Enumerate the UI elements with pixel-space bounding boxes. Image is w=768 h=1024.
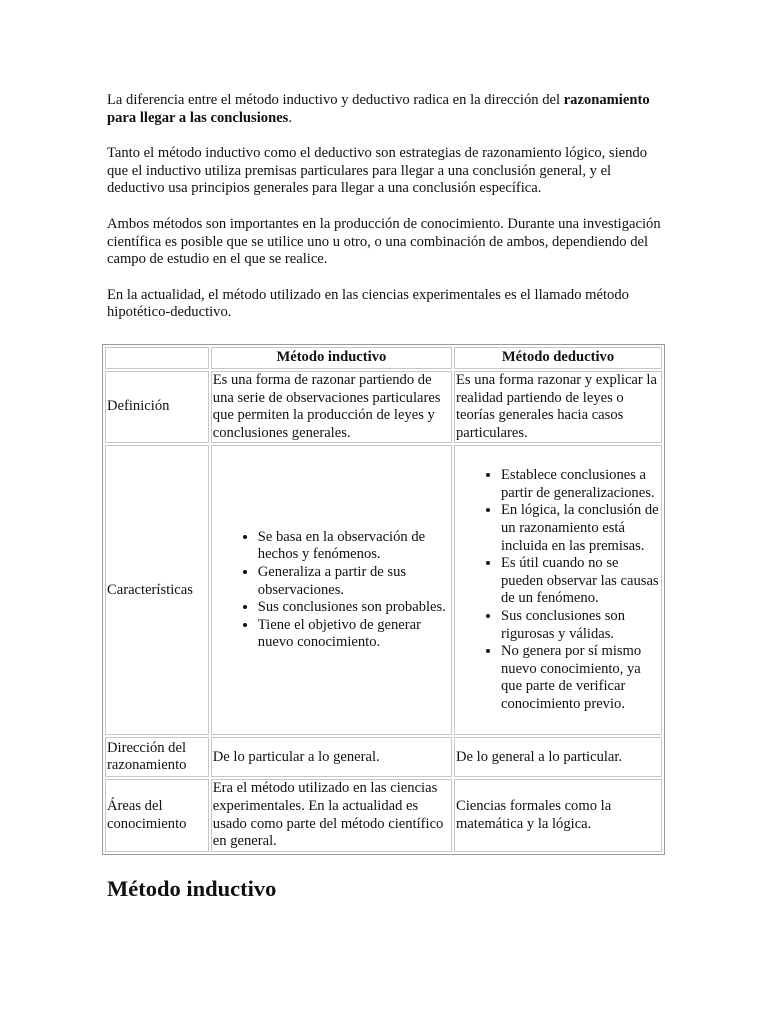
list-item: • Se basa en la observación de hechos y fenómenos.	[258, 529, 450, 564]
list-item: • Tiene el objetivo de generar nuevo conocimiento.	[258, 617, 450, 652]
section-heading-metodo-inductivo: Método inductivo	[107, 876, 277, 901]
comparison-table	[102, 344, 665, 855]
cell-direccion-deductivo: De lo general a lo particular.	[454, 737, 662, 777]
table-header-row	[105, 347, 662, 369]
table-header-inductivo: Método inductivo	[211, 347, 452, 369]
list-item: • Establece conclusiones a partir de generalizaciones.	[501, 467, 660, 502]
table-header-deductivo: Método deductivo	[454, 347, 662, 369]
table-header-empty	[105, 347, 209, 369]
list-item: • Sus conclusiones son rigurosas y válidas.	[501, 608, 660, 643]
cell-definicion-deductivo: Es una forma razonar y explicar la realidad partiendo de leyes o teorías generales hacia casos particulares.	[454, 371, 662, 443]
cell-definicion-inductivo: Es una forma de razonar partiendo de una serie de observaciones particulares que permiten la producción de leyes y conclusiones generales.	[211, 371, 452, 443]
intro-paragraph-3: Ambos métodos son importantes en la producción de conocimiento. Durante una investigación científica es posible que se utilice uno u otro, o una combinación de ambos, dependiendo del campo de estudio en el que se realice.	[107, 215, 661, 268]
intro-paragraph-4: En la actualidad, el método utilizado en las ciencias experimentales es el llamado método hipotético-deductivo.	[107, 286, 629, 321]
table-row-definicion	[105, 371, 662, 443]
list-item: • Generaliza a partir de sus observaciones.	[258, 564, 450, 599]
row-label-caracteristicas: Características	[105, 445, 209, 735]
intro-paragraph-1-end: .	[288, 109, 293, 126]
caracteristicas-deductivo-list	[456, 467, 660, 713]
table-row-areas	[105, 779, 662, 851]
intro-paragraph-2: Tanto el método inductivo como el deductivo son estrategias de razonamiento lógico, siendo que el inductivo utiliza premisas particulares para llegar a una conclusión general, y el deductivo usa principios generales para llegar a una conclusión específica.	[107, 145, 648, 197]
intro-paragraph-1-text: La diferencia entre el método inductivo y deductivo radica en la dirección del	[107, 92, 561, 108]
cell-caracteristicas-deductivo	[454, 445, 662, 735]
cell-areas-deductivo: Ciencias formales como la matemática y la lógica.	[454, 779, 662, 851]
list-item: • No genera por sí mismo nuevo conocimiento, ya que parte de verificar conocimiento previo.	[501, 643, 660, 713]
row-label-direccion: Dirección del razonamiento	[105, 737, 209, 777]
table-row-direccion	[105, 737, 662, 777]
intro-paragraph-1-bold: razonamiento para llegar a las conclusiones	[107, 92, 650, 126]
list-item: • Es útil cuando no se pueden observar las causas de un fenómeno.	[501, 555, 660, 608]
document-body	[107, 92, 667, 901]
table-row-caracteristicas	[105, 445, 662, 735]
row-label-definicion: Definición	[105, 371, 209, 443]
cell-caracteristicas-inductivo	[211, 445, 452, 735]
cell-areas-inductivo: Era el método utilizado en las ciencias experimentales. En la actualidad es usado como parte del método científico en general.	[211, 779, 452, 851]
intro-paragraph-1	[107, 92, 667, 127]
cell-direccion-inductivo: De lo particular a lo general.	[211, 737, 452, 777]
list-item: • Sus conclusiones son probables.	[258, 599, 450, 617]
caracteristicas-inductivo-list	[213, 529, 450, 652]
row-label-areas: Áreas del conocimiento	[105, 779, 209, 851]
list-item: • En lógica, la conclusión de un razonamiento está incluida en las premisas.	[501, 502, 660, 555]
